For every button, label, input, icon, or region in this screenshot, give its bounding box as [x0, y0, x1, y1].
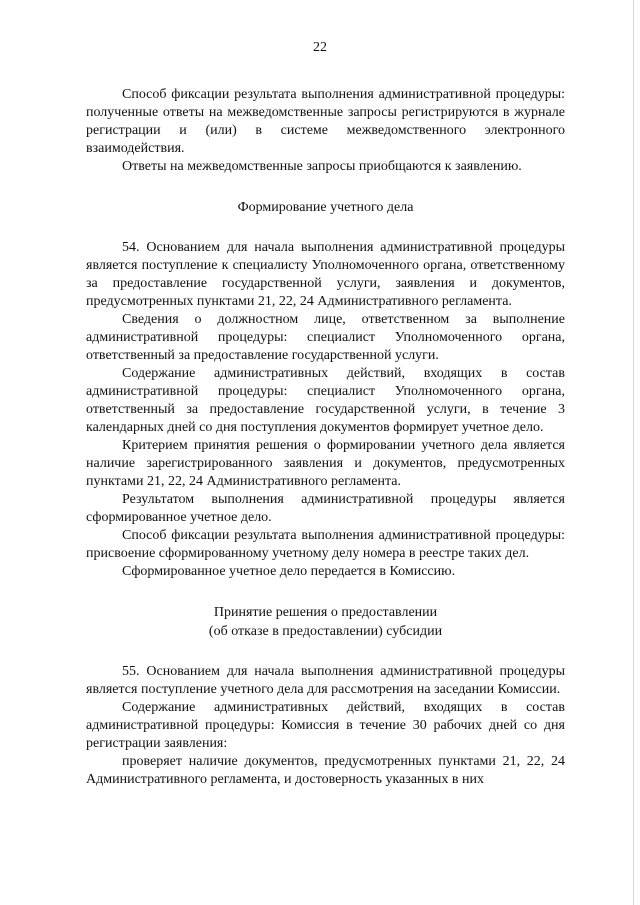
paragraph: Содержание административных действий, входящих в состав административной процедуры: специалист Уполномоченного органа, ответственный за предоставление государственной услуги, в течение 3 календарных дней со дня поступления документов формирует учетное дело.: [86, 366, 565, 435]
paragraph: Способ фиксации результата выполнения административной процедуры: присвоение сформированному учетному делу номера в реестре таких дел.: [86, 528, 565, 561]
paragraph: проверяет наличие документов, предусмотренных пунктами 21, 22, 24 Административного регламента, и достоверность указанных в них: [86, 754, 565, 787]
section-heading: (об отказе в предоставлении) субсидии: [208, 624, 443, 639]
paragraph: 54. Основанием для начала выполнения административной процедуры является поступление к специалисту Уполномоченного органа, ответственному за предоставление государственной услуги, заявления и документов, предусмотренных пунктами 21, 22, 24 Административного регламента.: [86, 240, 565, 309]
paragraph: 55. Основанием для начала выполнения административной процедуры является поступление учетного дела для рассмотрения на заседании Комиссии.: [86, 664, 565, 697]
section-heading: Принятие решения о предоставлении: [213, 605, 438, 620]
document-body: [86, 86, 565, 789]
paragraph: Ответы на межведомственные запросы приобщаются к заявлению.: [122, 159, 522, 174]
paragraph: Результатом выполнения административной процедуры является сформированное учетное дело.: [86, 492, 565, 525]
paragraph: Критерием принятия решения о формировании учетного дела является наличие зарегистрированного заявления и документов, предусмотренных пунктами 21, 22, 24 Административного регламента.: [86, 438, 565, 489]
section-heading: Формирование учетного дела: [237, 200, 414, 215]
paragraph: Сформированное учетное дело передается в Комиссию.: [122, 564, 456, 579]
paragraph: Способ фиксации результата выполнения административной процедуры: полученные ответы на межведомственные запросы регистрируются в журнале регистрации и (или) в системе межведомственного электронного взаимодействия.: [86, 87, 565, 156]
page-number: 22: [313, 40, 327, 55]
paragraph: Содержание административных действий, входящих в состав административной процедуры: Комиссия в течение 30 рабочих дней со дня регистрации заявления:: [86, 700, 565, 751]
page-edge: [633, 0, 634, 905]
paragraph: Сведения о должностном лице, ответственном за выполнение административной процедуры: специалист Уполномоченного органа, ответственный за предоставление государственной услуги.: [86, 312, 565, 363]
